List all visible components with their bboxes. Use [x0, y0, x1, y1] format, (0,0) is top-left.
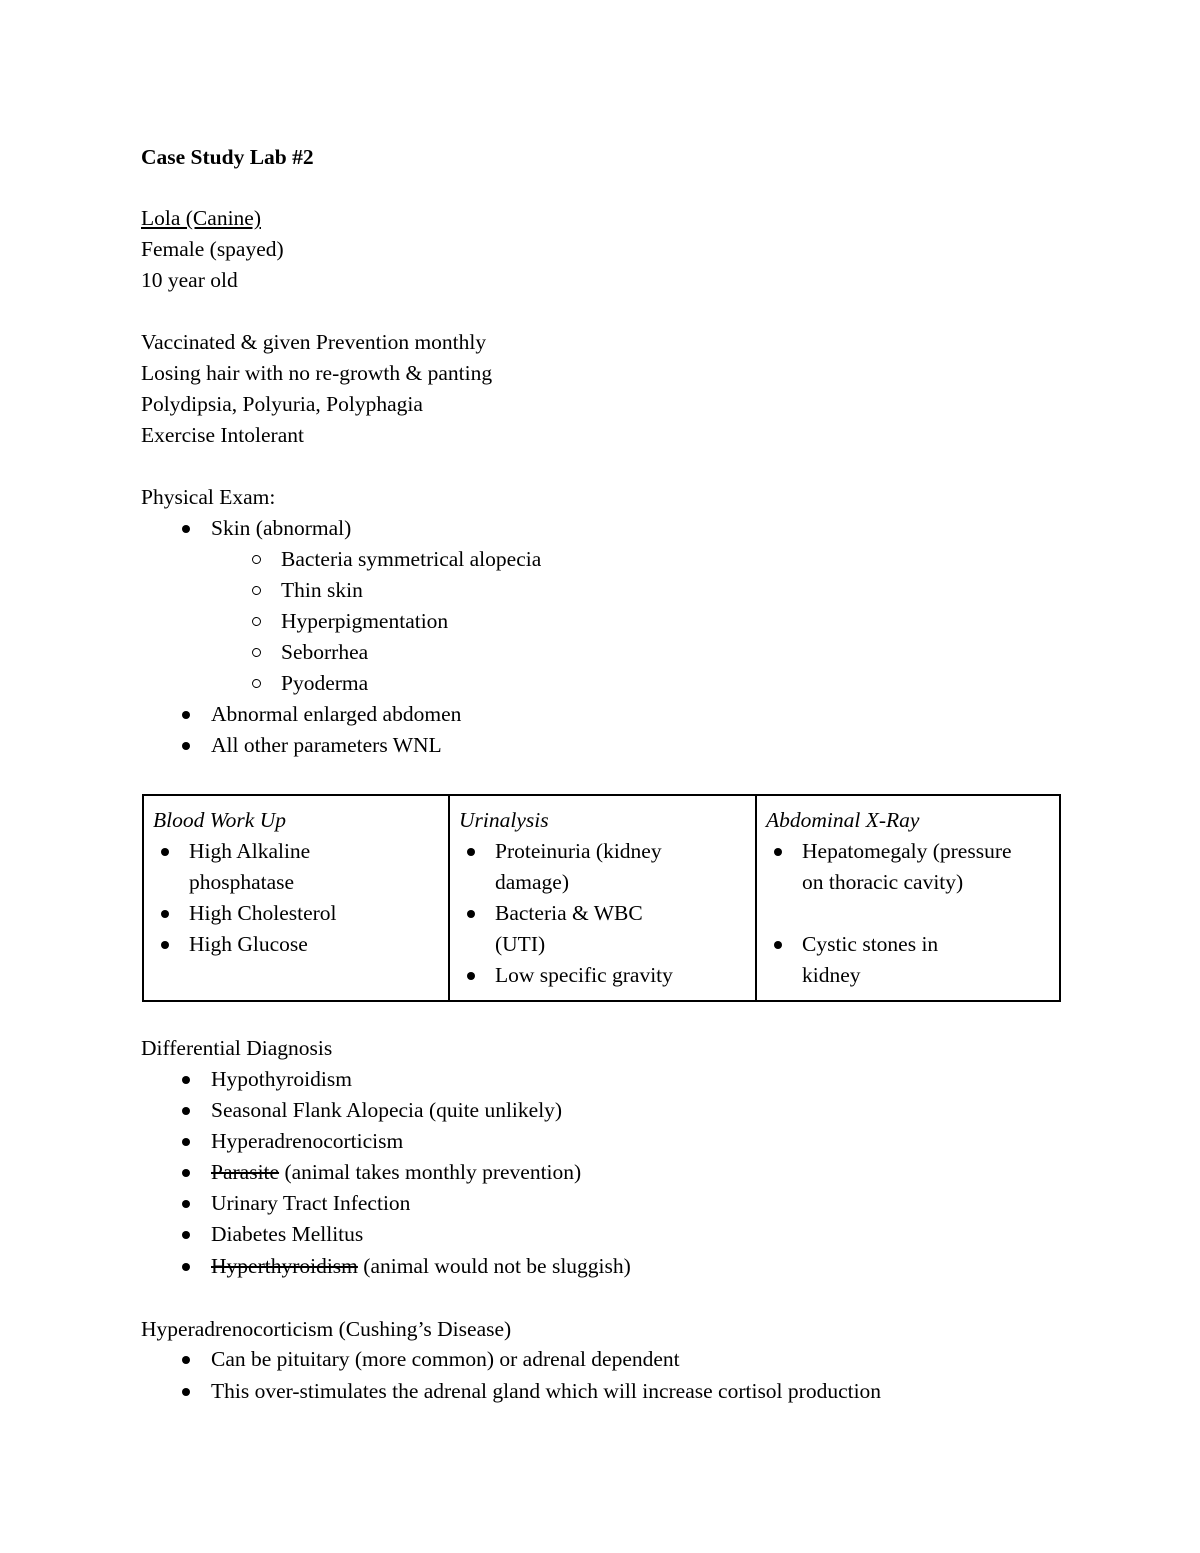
bullet-disc-icon: [176, 1251, 196, 1282]
document-page: Case Study Lab #2 Lola (Canine) Female (spayed) 10 year old Vaccinated & given Prevention monthly Losing hair with no re-growth & panting Polydipsia, Polyuria, Polyphagia Exercise Intolerant Physical Exam: Skin (abnormal) Bacteria symmetrical alopecia Thin skin Hyperpigmentation Seborrhea Pyoderma Abnormal enlarged abdomen All other parameters WNL Blood Work Up High Alkaline phosphatase High Cholesterol High Glucose Urinalysis Proteinuria (kidney damage) Bacteria & WBC (UTI) Low specific gravity Abdominal X-Ray Hepatomegaly (pressure on thoracic cavity) Cystic stones in kidney Differential Diagnosis Hypothyroidism Seasonal Flank Alopecia (quite unlikely) Hyperadrenocorticism Parasite (animal takes monthly prevention) Urinary Tract Infection Diabetes Mellitus Hyperthyroidism (animal would not be sluggish) Hyperadrenocorticism (Cushing’s Disease) Can be pituitary (more common) or adrenal dependent This over-stimulates the adrenal gland which will increase cortisol production: [0, 0, 1200, 1553]
bullet-disc-icon: [176, 1219, 196, 1250]
table-column-xray: [755, 796, 1059, 1000]
document-title: Case Study Lab #2: [141, 145, 314, 169]
differential-heading: Differential Diagnosis: [141, 1036, 333, 1060]
bullet-disc-icon: [768, 836, 788, 867]
cushings-heading: Hyperadrenocorticism (Cushing’s Disease): [141, 1317, 512, 1341]
bullet-disc-icon: [176, 1188, 196, 1219]
bullet-disc-icon: [176, 699, 196, 730]
history-line: Vaccinated & given Prevention monthly: [141, 330, 487, 354]
physical-exam-heading: Physical Exam:: [141, 485, 276, 509]
table-column-urinalysis: [448, 796, 755, 1000]
history-line: Exercise Intolerant: [141, 423, 304, 447]
bullet-disc-icon: [176, 1126, 196, 1157]
bullet-circle-icon: [246, 544, 266, 575]
bullet-disc-icon: [176, 1157, 196, 1188]
bullet-disc-icon: [461, 960, 481, 991]
table-cell-item: Low specific gravity: [495, 960, 745, 991]
patient-sex: Female (spayed): [141, 237, 284, 261]
table-cell-item: Proteinuria (kidney damage): [495, 836, 695, 898]
table-cell-item: Bacteria & WBC (UTI): [495, 898, 675, 960]
struck-text: Hyperthyroidism: [211, 1254, 358, 1278]
patient-name: Lola (Canine): [141, 206, 261, 230]
bullet-circle-icon: [246, 668, 266, 699]
struck-text: Parasite: [211, 1160, 280, 1184]
bullet-circle-icon: [246, 575, 266, 606]
bullet-circle-icon: [246, 637, 266, 668]
bullet-disc-icon: [768, 929, 788, 960]
bullet-disc-icon: [461, 836, 481, 867]
table-cell-item: High Alkaline phosphatase: [189, 836, 399, 898]
bullet-disc-icon: [176, 1344, 196, 1375]
bullet-disc-icon: [155, 836, 175, 867]
table-column-blood-work: [144, 796, 448, 1000]
table-cell-item: High Glucose: [189, 929, 439, 960]
bullet-disc-icon: [176, 1064, 196, 1095]
table-cell-item: Cystic stones in kidney: [802, 929, 972, 991]
bullet-disc-icon: [155, 898, 175, 929]
bullet-circle-icon: [246, 606, 266, 637]
bullet-disc-icon: [176, 730, 196, 761]
bullet-disc-icon: [461, 898, 481, 929]
column-heading: Blood Work Up: [153, 808, 286, 832]
bullet-disc-icon: [176, 1095, 196, 1126]
bullet-disc-icon: [176, 513, 196, 544]
column-heading: Abdominal X-Ray: [766, 808, 920, 832]
history-line: Losing hair with no re-growth & panting: [141, 361, 493, 385]
bullet-disc-icon: [176, 1376, 196, 1407]
table-cell-item: High Cholesterol: [189, 898, 439, 929]
bullet-disc-icon: [155, 929, 175, 960]
table-cell-item: Hepatomegaly (pressure on thoracic cavity): [802, 836, 1017, 898]
history-line: Polydipsia, Polyuria, Polyphagia: [141, 392, 423, 416]
column-heading: Urinalysis: [459, 808, 549, 832]
results-table: [142, 794, 1061, 1002]
patient-age: 10 year old: [141, 268, 238, 292]
